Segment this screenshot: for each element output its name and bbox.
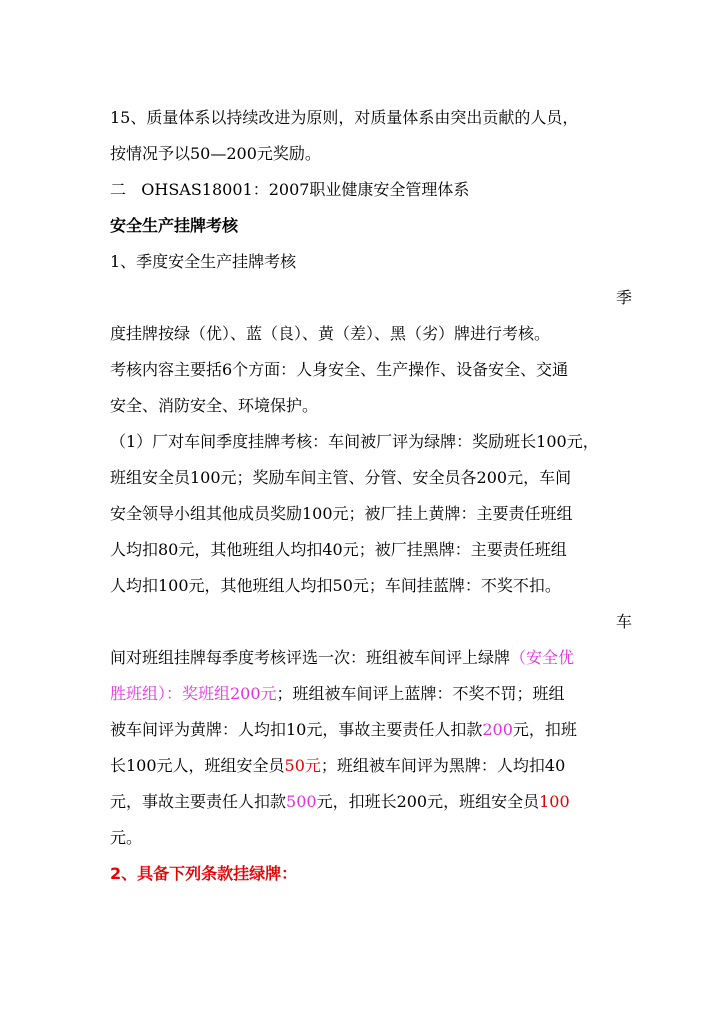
paragraph-2-line-1 — [110, 640, 632, 676]
text-span: 间对班组挂牌每季度考核评选一次：班组被车间评上绿牌 — [110, 648, 511, 667]
paragraph-2-line-6: 元。 — [110, 828, 143, 847]
paragraph-1-line: 人均扣100元，其他班组人均扣50元；车间挂蓝牌：不奖不扣。 — [110, 576, 561, 595]
paragraph-2-lead-char: 车 — [615, 612, 632, 631]
text-span: ；班组被车间评为黑牌：人均扣40 — [320, 756, 566, 775]
subsection-2-heading: 2、具备下列条款挂绿牌： — [110, 864, 298, 883]
text-span: 长100元人，班组安全员 — [110, 756, 285, 775]
item-15-line-2: 按情况予以50—200元奖励。 — [110, 144, 321, 163]
paragraph-1-line: 班组安全员100元；奖励车间主管、分管、安全员各200元，车间 — [110, 468, 572, 487]
highlight-span: （安全优 — [510, 648, 575, 667]
document-body — [110, 100, 632, 892]
paragraph-1-line: 考核内容主要括6个方面：人身安全、生产操作、设备安全、交通 — [110, 360, 569, 379]
paragraph-1-line: 安全、消防安全、环境保护。 — [110, 396, 319, 415]
bold-heading: 安全生产挂牌考核 — [110, 216, 239, 235]
text-span: ；班组被车间评上蓝牌：不奖不罚；班组 — [276, 684, 565, 703]
highlight-span: 50元 — [284, 756, 321, 775]
highlight-span: 胜班组）：奖班组200元 — [110, 684, 277, 703]
paragraph-2-line-3 — [110, 712, 632, 748]
text-span: 元，事故主要责任人扣款 — [110, 792, 287, 811]
paragraph-2-line-4 — [110, 748, 632, 784]
subsection-1-heading: 1、季度安全生产挂牌考核 — [110, 252, 297, 271]
highlight-span: 100 — [539, 792, 570, 811]
paragraph-1-lead-char: 季 — [615, 288, 632, 307]
text-span: 被车间评为黄牌：人均扣10元，事故主要责任人扣款 — [110, 720, 483, 739]
paragraph-2-line-5 — [110, 784, 632, 820]
highlight-span: 500 — [286, 792, 317, 811]
paragraph-1-line: 人均扣80元，其他班组人均扣40元；被厂挂黑牌：主要责任班组 — [110, 540, 567, 559]
item-15-line-1: 15、质量体系以持续改进为原则，对质量体系由突出贡献的人员， — [110, 108, 579, 127]
paragraph-1-line: （1）厂对车间季度挂牌考核：车间被厂评为绿牌：奖励班长100元， — [110, 432, 599, 451]
paragraph-2-line-2 — [110, 676, 632, 712]
highlight-span: 200 — [482, 720, 513, 739]
text-span: 元，扣班 — [512, 720, 577, 739]
paragraph-1-line: 安全领导小组其他成员奖励100元；被厂挂上黄牌：主要责任班组 — [110, 504, 573, 523]
paragraph-1-line: 度挂牌按绿（优）、蓝（良）、黄（差）、黑（劣）牌进行考核。 — [110, 324, 551, 343]
section-2-heading: 二 OHSAS18001：2007职业健康安全管理体系 — [110, 180, 470, 199]
text-span: 元，扣班长200元，班组安全员 — [316, 792, 540, 811]
